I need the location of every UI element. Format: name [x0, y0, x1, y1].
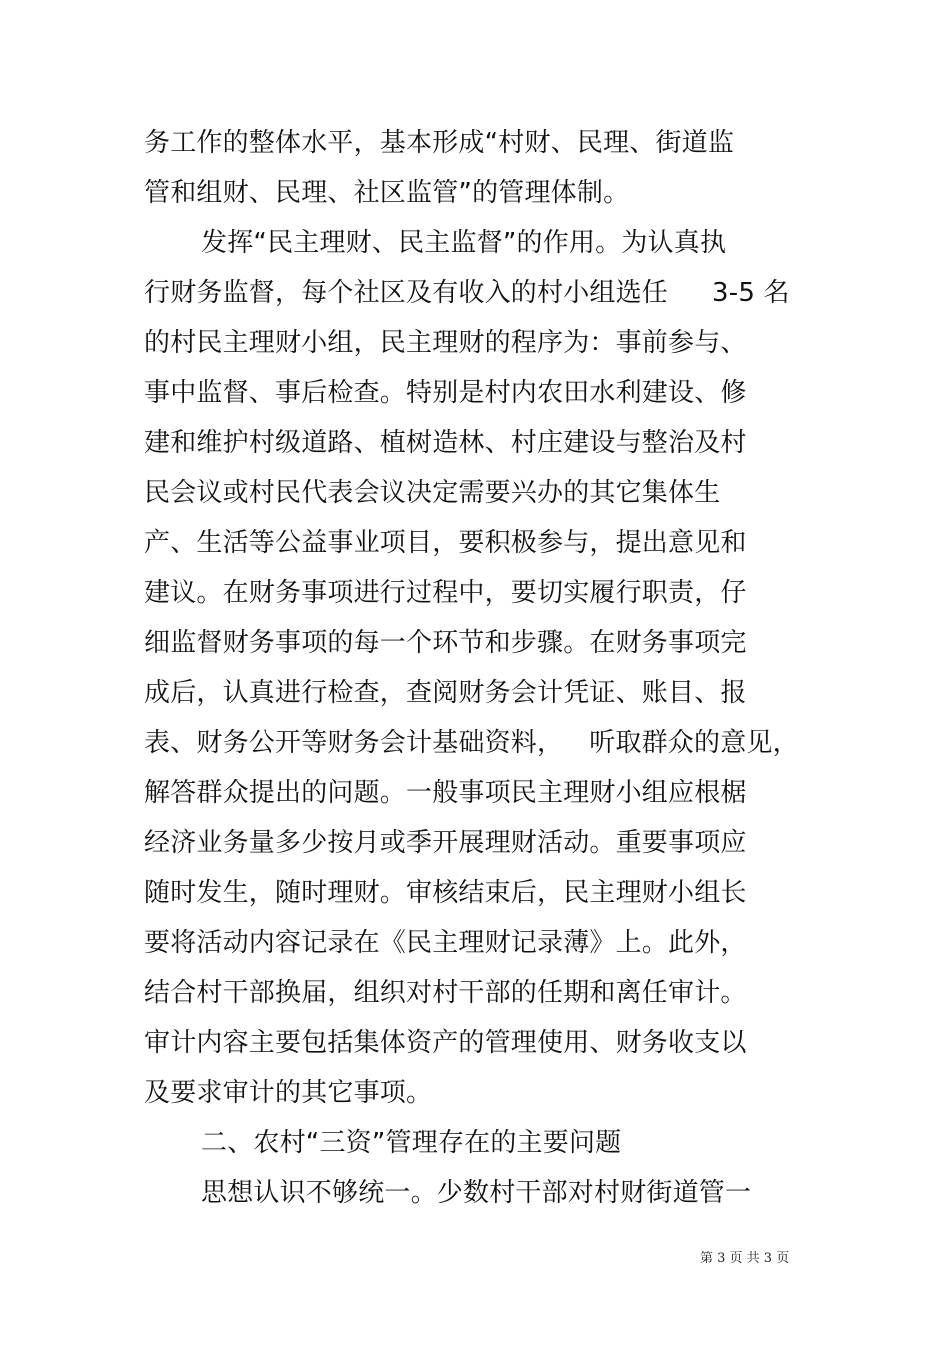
text-line	[144, 268, 824, 318]
text-line: 的村民主理财小组，民主理财的程序为：事前参与、	[144, 328, 747, 358]
text-line: 随时发生，随时理财。审核结束后，民主理财小组长	[144, 878, 747, 908]
text-line: 产、生活等公益事业项目，要积极参与，提出意见和	[144, 528, 747, 558]
section-heading: 二、农村“三资”管理存在的主要问题	[201, 1128, 622, 1158]
text-line: 民会议或村民代表会议决定需要兴办的其它集体生	[144, 478, 721, 508]
paragraph-start-line: 发挥“民主理财、民主监督”的作用。为认真执	[201, 228, 727, 258]
text-line: 建和维护村级道路、植树造林、村庄建设与整治及村	[144, 428, 747, 458]
text-line: 审计内容主要包括集体资产的管理使用、财务收支以	[144, 1028, 747, 1058]
text-line: 要将活动内容记录在《民主理财记录薄》上。此外，	[144, 928, 747, 958]
text-line: 事中监督、事后检查。特别是村内农田水利建设、修	[144, 378, 747, 408]
text-segment: 表、财务公开等财务会计基础资料，	[144, 728, 564, 758]
text-line: 细监督财务事项的每一个环节和步骤。在财务事项完	[144, 628, 747, 658]
text-line: 结合村干部换届，组织对村干部的任期和离任审计。	[144, 978, 747, 1008]
text-line: 及要求审计的其它事项。	[144, 1078, 433, 1108]
text-line: 成后，认真进行检查，查阅财务会计凭证、账目、报	[144, 678, 747, 708]
text-segment: 行财务监督，每个社区及有收入的村小组选任	[144, 278, 669, 308]
text-line: 建议。在财务事项进行过程中，要切实履行职责，仔	[144, 578, 747, 608]
paragraph-start-line: 思想认识不够统一。少数村干部对村财街道管一	[201, 1178, 752, 1208]
text-segment: 3-5 名	[712, 278, 790, 308]
text-line: 务工作的整体水平，基本形成“村财、民理、街道监	[144, 128, 735, 158]
page-number-footer: 第 3 页 共 3 页	[700, 1251, 790, 1266]
text-segment: 听取群众的意见，	[589, 728, 799, 758]
body-text	[144, 118, 824, 1218]
text-line	[144, 718, 824, 768]
text-line: 解答群众提出的问题。一般事项民主理财小组应根椐	[144, 778, 747, 808]
text-line: 管和组财、民理、社区监管”的管理体制。	[144, 178, 630, 208]
text-line: 经济业务量多少按月或季开展理财活动。重要事项应	[144, 828, 747, 858]
